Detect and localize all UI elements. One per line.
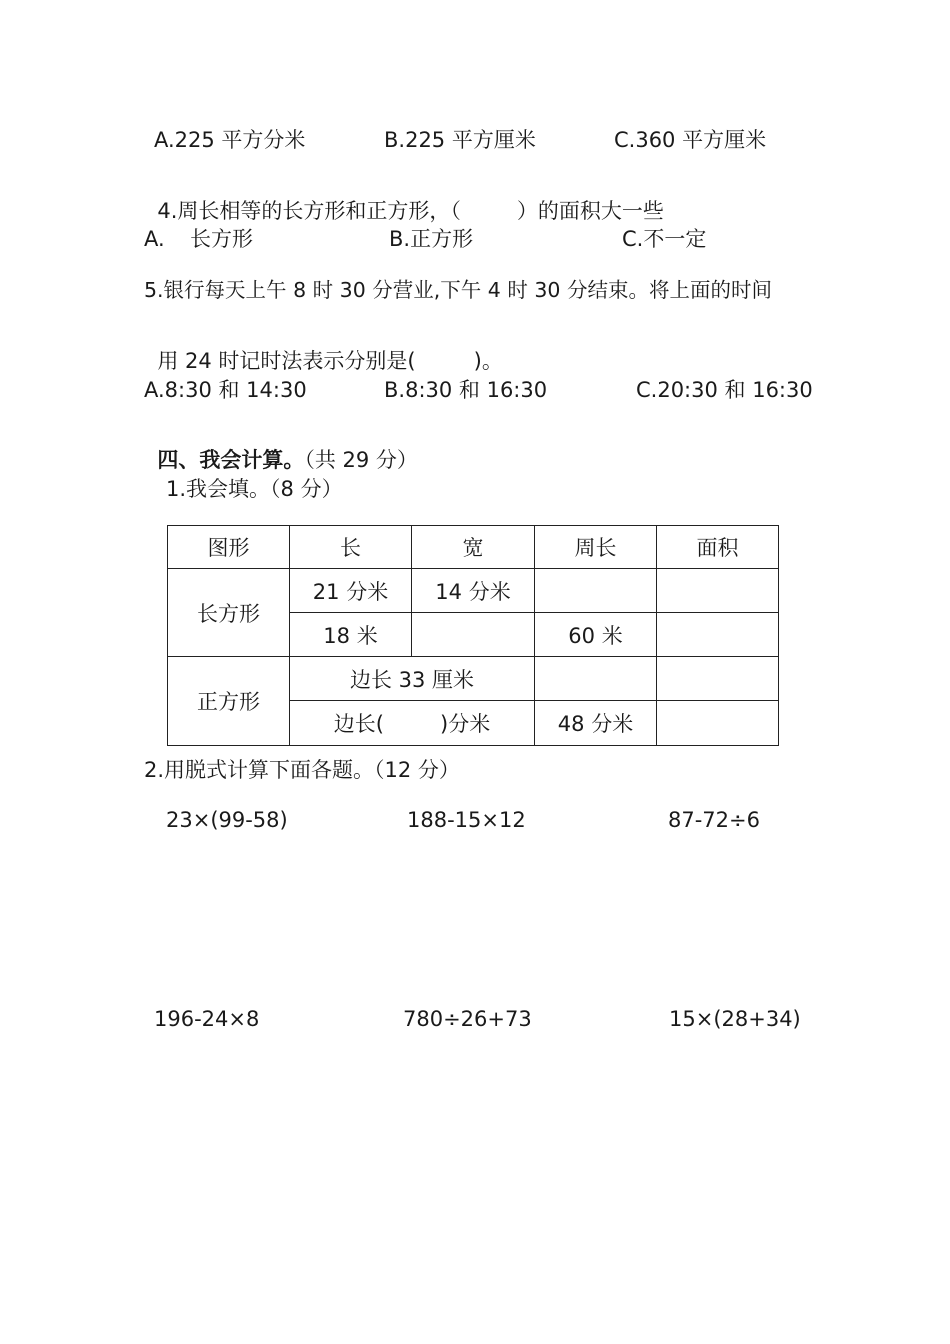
- section4-heading: [144, 429, 418, 471]
- header-width: 宽: [412, 526, 535, 569]
- table-header-row: [168, 526, 779, 569]
- section4-points: （共 29 分）: [304, 448, 418, 472]
- q4-stem-before: 4.周长相等的长方形和正方形，（: [157, 199, 461, 223]
- problem-6: 15×(28+34): [669, 1007, 801, 1031]
- q3-option-c: C.360 平方厘米: [614, 128, 767, 152]
- table-row: [168, 569, 779, 613]
- rect-r2-length: 18 米: [290, 613, 412, 657]
- q4-stem: [144, 180, 664, 222]
- q5-line2-after: )。: [473, 349, 503, 373]
- rect-r1-area-blank[interactable]: [657, 569, 779, 613]
- rect-r1-length: 21 分米: [290, 569, 412, 613]
- header-area: 面积: [657, 526, 779, 569]
- square-r2-area-blank[interactable]: [657, 701, 779, 746]
- part2-title: 2.用脱式计算下面各题。（12 分）: [144, 758, 460, 782]
- square-r1-side: 边长 33 厘米: [290, 657, 535, 701]
- table-row: [168, 657, 779, 701]
- q5-line1: 5.银行每天上午 8 时 30 分营业,下午 4 时 30 分结束。将上面的时间: [144, 278, 772, 302]
- q5-option-b: B.8:30 和 16:30: [384, 378, 548, 402]
- q3-option-b: B.225 平方厘米: [384, 128, 536, 152]
- square-r2-side-before: 边长(: [333, 712, 384, 736]
- q4-option-a-letter: A.: [144, 227, 165, 251]
- rect-r2-perimeter: 60 米: [535, 613, 657, 657]
- problem-5: 780÷26+73: [403, 1007, 532, 1031]
- square-r1-area-blank[interactable]: [657, 657, 779, 701]
- header-perimeter: 周长: [535, 526, 657, 569]
- rect-r2-area-blank[interactable]: [657, 613, 779, 657]
- square-r2-side: [290, 701, 535, 746]
- part1-title: 1.我会填。（8 分）: [166, 477, 343, 501]
- square-label: 正方形: [168, 657, 290, 746]
- header-shape: 图形: [168, 526, 290, 569]
- rect-r1-perimeter-blank[interactable]: [535, 569, 657, 613]
- square-r2-perimeter: 48 分米: [535, 701, 657, 746]
- q5-option-c: C.20:30 和 16:30: [636, 378, 813, 402]
- problem-3: 87-72÷6: [668, 808, 760, 832]
- q3-option-a: A.225 平方分米: [154, 128, 306, 152]
- q5-option-a: A.8:30 和 14:30: [144, 378, 307, 402]
- square-r2-side-after: )分米: [440, 712, 491, 736]
- q4-option-c: C.不一定: [622, 227, 707, 251]
- q5-line2-before: 用 24 时记时法表示分别是(: [157, 349, 416, 373]
- problem-1: 23×(99-58): [166, 808, 288, 832]
- section4-title: 四、我会计算。: [157, 448, 305, 472]
- q5-line2: [144, 330, 503, 372]
- rect-r1-width: 14 分米: [412, 569, 535, 613]
- problem-2: 188-15×12: [407, 808, 526, 832]
- square-r1-perimeter-blank[interactable]: [535, 657, 657, 701]
- rect-r2-width-blank[interactable]: [412, 613, 535, 657]
- q4-option-a-text: 长方形: [190, 227, 253, 251]
- problem-4: 196-24×8: [154, 1007, 260, 1031]
- rect-label: 长方形: [168, 569, 290, 657]
- q4-stem-after: ）的面积大一些: [516, 199, 664, 223]
- q4-option-b: B.正方形: [389, 227, 474, 251]
- header-length: 长: [290, 526, 412, 569]
- fill-in-table: [167, 525, 779, 746]
